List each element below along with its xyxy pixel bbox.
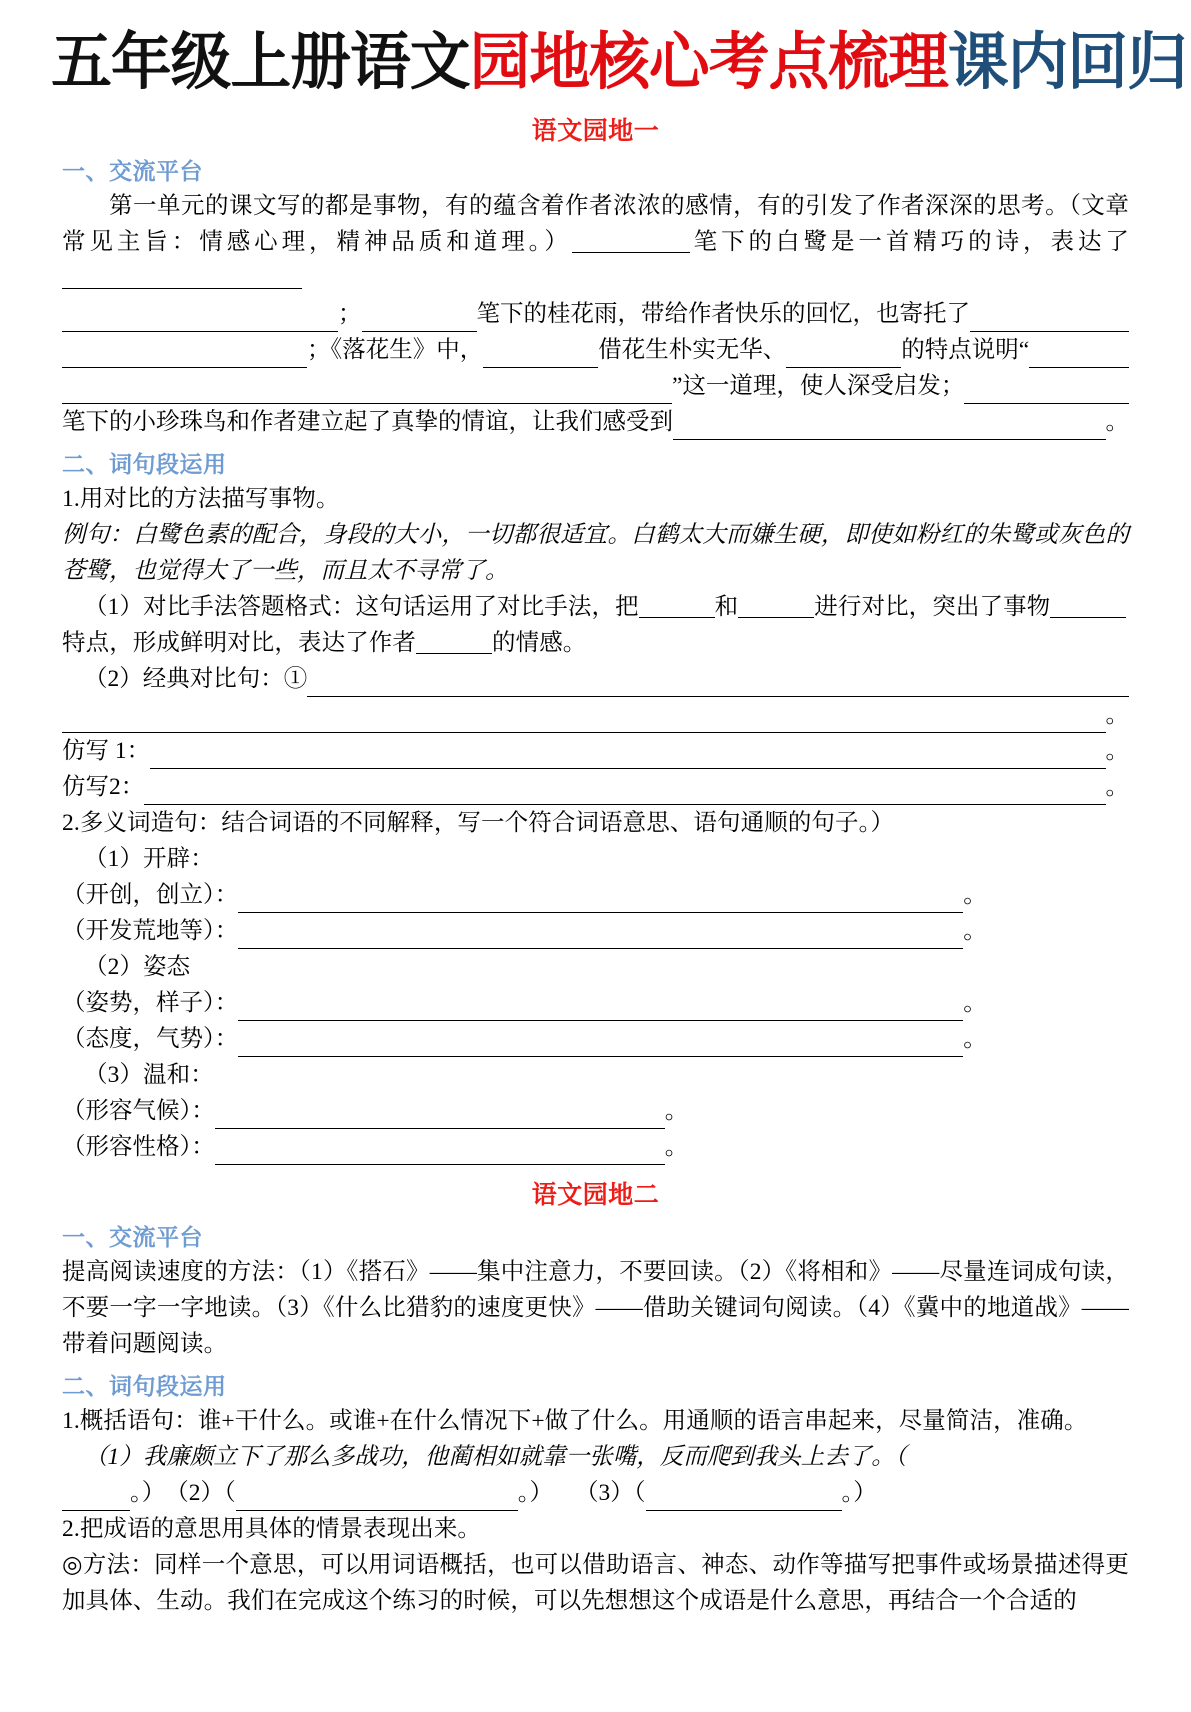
worksheet-page [0,28,1191,1712]
frag-end: 。 [1105,409,1129,436]
blank-12[interactable] [673,413,1106,440]
sense-label: （形容性格）： [62,1134,215,1161]
sense-label: （态度，气势）： [62,1026,239,1053]
title-part-blue: 课内回归 [947,28,1187,97]
blank-8[interactable] [786,341,901,368]
section-heading-jiaoliupingtai-2: 一、交流平台 [62,1224,203,1251]
period-6: 。 [963,990,987,1017]
sub1-d: 特点，形成鲜明对比，表达了作者 [62,630,416,657]
blank-18[interactable] [62,706,1106,733]
blank-22[interactable] [238,922,963,949]
q3-tail: 。） [841,1480,877,1507]
para-lead-text: 第一单元的课文写的都是事物，有的蕴含着作者浓浓的感情，有的引发了作者深深的思考。（文章常见主旨：情感心理，精神品质和道理。） [62,193,1129,256]
jiaoliu-line-2 [62,296,1129,332]
page-title [12,28,1187,97]
frag-a: 笔下的白鹭是一首精巧的诗，表达了 [689,229,1129,256]
q3-label: （3）（ [575,1480,646,1507]
q1-tail: 。） [130,1480,166,1507]
blank-4[interactable] [362,305,477,332]
sub-item-1-cont [62,625,1129,661]
sub-item-2 [62,661,1129,697]
jiaoliu-line-3 [62,332,1129,368]
fangxie-2-label: 仿写2： [62,774,145,801]
blank-27[interactable] [62,1484,130,1511]
unit-heading-1: 语文园地一 [531,117,660,146]
blank-16[interactable] [416,633,492,654]
blank-13[interactable] [639,597,715,618]
jiaoliu-line-4 [62,368,1129,404]
jiaoliu-paragraph-1 [62,188,1129,296]
word-group-2-sense-1 [62,985,1129,1021]
blank-7[interactable] [483,341,598,368]
sub2-label: （2）经典对比句：① [84,666,308,693]
sub-item-1 [62,589,1129,625]
frag-b: ； [338,301,362,328]
item-2-label: 2.多义词造句：结合词语的不同解释，写一个符合词语意思、语句通顺的句子。） [62,810,895,837]
blank-2[interactable] [62,268,302,289]
fangxie-row-1 [62,733,1129,769]
period-8: 。 [664,1098,689,1125]
sub1-a: （1）对比手法答题格式：这句话运用了对比手法，把 [84,594,639,621]
blank-10[interactable] [62,377,672,404]
word-group-2-label: （2）姿态 [84,954,191,981]
unit-1-content [0,153,1191,1165]
word-group-1-sense-2 [62,913,1129,949]
blank-25[interactable] [215,1102,665,1129]
unit2-method-paragraph: ◎方法：同样一个意思，可以用词语概括，也可以借助语言、神态、动作等描写把事件或场景描述得更加具体、生动。我们在完成这个练习的时候，可以先想想这个成语是什么意思，再结合一个合适的 [62,1552,1129,1615]
jiaoliu-paragraph-2: 提高阅读速度的方法：（1）《搭石》——集中注意力，不要回读。（2）《将相和》——尽量连词成句读，不要一字一字地读。（3）《什么比猎豹的速度更快》——借助关键词句阅读。（4）《冀中的地道战》——带着问题阅读。 [62,1259,1129,1358]
blank-14[interactable] [738,597,814,618]
blank-29[interactable] [646,1484,842,1511]
blank-1[interactable] [572,232,690,253]
fangxie-row-2 [62,769,1129,805]
sub1-c: 进行对比，突出了事物 [814,594,1051,621]
blank-6[interactable] [62,341,307,368]
word-group-3-label: （3）温和： [84,1062,214,1089]
title-part-red: 园地核心考点梳理 [469,28,948,97]
frag-h: 笔下的小珍珠鸟和作者建立起了真挚的情谊，让我们感受到 [62,409,673,436]
unit2-item-1-label: 1.概括语句：谁+干什么。或谁+在什么情况下+做了什么。用通顺的语言串起来，尽量简洁，准确。 [62,1408,1088,1435]
blank-28[interactable] [236,1484,518,1511]
period-2: 。 [1105,738,1129,765]
q2-label: （2）（ [165,1480,236,1507]
sub1-e: 的情感。 [492,630,587,657]
blank-17[interactable] [307,670,1129,697]
fangxie-1-label: 仿写 1： [62,738,151,765]
word-group-3-sense-1 [62,1093,1129,1129]
section-heading-jiaoliupingtai-1: 一、交流平台 [62,158,203,185]
period-5: 。 [963,918,987,945]
section-heading-cijuduan-1: 二、词句段运用 [62,451,227,478]
period-3: 。 [1105,774,1129,801]
blank-20[interactable] [144,778,1105,805]
period-1: 。 [1105,702,1129,729]
blank-19[interactable] [150,742,1105,769]
frag-c: 笔下的桂花雨，带给作者快乐的回忆，也寄托了 [476,301,970,328]
frag-d: ；《落花生》中， [307,337,484,364]
blank-15[interactable] [1050,597,1126,618]
unit-2-content [0,1219,1191,1619]
period-9: 。 [664,1134,689,1161]
sense-label: （开创，创立）： [62,882,239,909]
section-heading-cijuduan-2: 二、词句段运用 [62,1373,227,1400]
word-group-1-label: （1）开辟： [84,846,214,873]
jiaoliu-line-5 [62,404,1129,440]
blank-23[interactable] [238,994,963,1021]
period-4: 。 [963,882,987,909]
frag-e: 借花生朴实无华、 [598,337,787,364]
period-7: 。 [963,1026,987,1053]
q2-tail: 。） [517,1480,553,1507]
blank-11[interactable] [964,377,1129,404]
unit-heading-2: 语文园地二 [531,1181,660,1210]
blank-26[interactable] [215,1138,665,1165]
blank-3[interactable] [62,305,338,332]
blank-24[interactable] [238,1030,963,1057]
sense-label: （形容气候）： [62,1098,215,1125]
sense-label: （姿势，样子）： [62,990,239,1017]
sub-item-2-cont [62,697,1129,733]
frag-f: 的特点说明“ [901,337,1030,364]
blank-21[interactable] [238,886,963,913]
unit2-answer-row [62,1475,1129,1511]
unit2-question-1: （1）我廉颇立下了那么多战功，他蔺相如就靠一张嘴，反而爬到我头上去了。（ [84,1444,907,1471]
sub1-b: 和 [714,594,739,621]
blank-9[interactable] [1029,341,1129,368]
word-group-2-sense-2 [62,1021,1129,1057]
blank-5[interactable] [970,305,1129,332]
example-sentence: 例句：白鹭色素的配合，身段的大小，一切都很适宜。白鹤太大而嫌生硬，即使如粉红的朱鹭或灰色的苍鹭，也觉得大了一些，而且太不寻常了。 [62,522,1129,585]
word-group-1-sense-1 [62,877,1129,913]
sense-label: （开发荒地等）： [62,918,239,945]
word-group-3-sense-2 [62,1129,1129,1165]
frag-g: ”这一道理，使人深受启发； [672,373,965,400]
title-part-black: 五年级上册语文 [51,28,470,97]
unit2-item-2-label: 2.把成语的意思用具体的情景表现出来。 [62,1516,482,1543]
item-1-label: 1.用对比的方法描写事物。 [62,486,340,513]
